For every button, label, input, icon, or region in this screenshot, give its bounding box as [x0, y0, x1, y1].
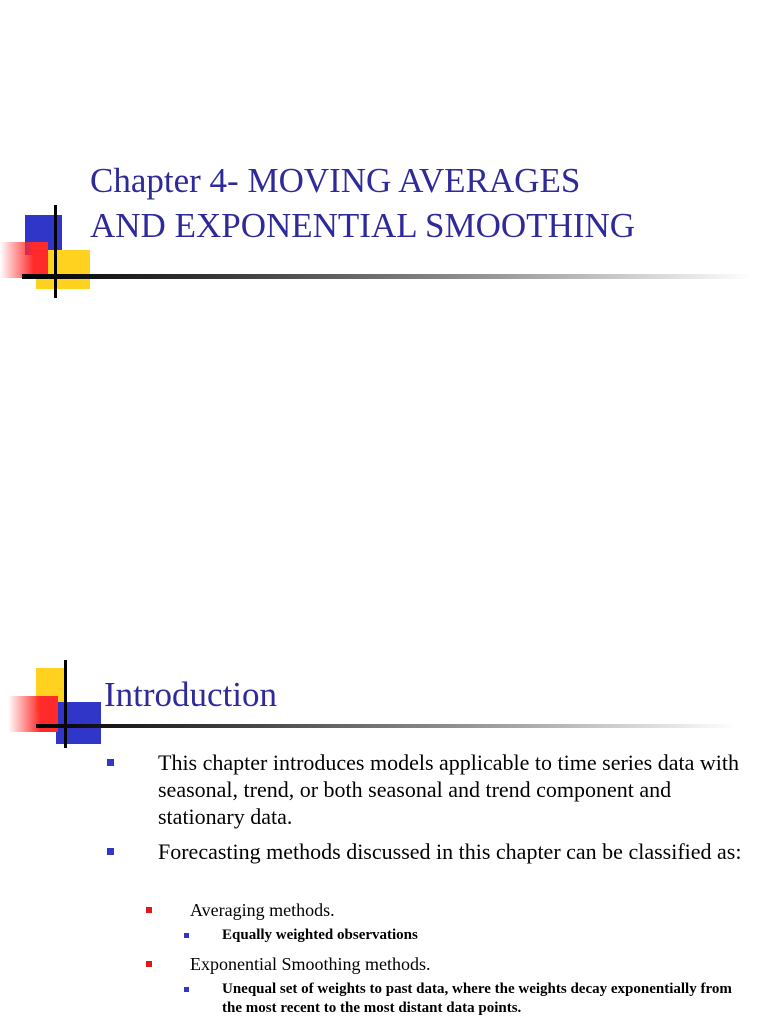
section-title: Introduction [104, 675, 278, 714]
decor-vertical-line [54, 205, 57, 298]
decor-vertical-line [64, 660, 67, 748]
bullet-item [158, 749, 748, 830]
square-bullet-icon [184, 933, 189, 938]
sub-sub-bullet-item [222, 926, 742, 945]
title-line-2: AND EXPONENTIAL SMOOTHING [90, 206, 636, 245]
bullet-text: This chapter introduces models applicable to time series data with seasonal, trend, or both seasonal and trend component and stationary data. [158, 750, 739, 829]
square-bullet-icon [146, 907, 152, 913]
decor-horizontal-rule [36, 724, 736, 728]
sub-bullet-item [190, 898, 740, 922]
title-line-1: Chapter 4- MOVING AVERAGES [90, 161, 581, 200]
bullet-text: Averaging methods. [190, 900, 335, 920]
bullet-text: Equally weighted observations [222, 927, 418, 943]
bullet-text: Unequal set of weights to past data, where the weights decay exponentially from the most recent to the most distant data points. [222, 981, 732, 1016]
sub-sub-bullet-item [222, 980, 742, 1018]
square-bullet-icon [107, 759, 114, 766]
square-bullet-icon [184, 987, 189, 992]
bullet-item [158, 838, 748, 865]
slide-title [90, 158, 750, 248]
square-bullet-icon [146, 961, 152, 967]
decor-horizontal-rule [22, 274, 752, 279]
sub-bullet-item [190, 952, 740, 976]
bullet-text: Forecasting methods discussed in this chapter can be classified as: [158, 839, 742, 864]
bullet-text: Exponential Smoothing methods. [190, 954, 431, 974]
decor-blue-square [56, 702, 101, 744]
introduction-slide [0, 640, 768, 1024]
square-bullet-icon [107, 848, 114, 855]
decor-red-gradient [0, 242, 48, 278]
